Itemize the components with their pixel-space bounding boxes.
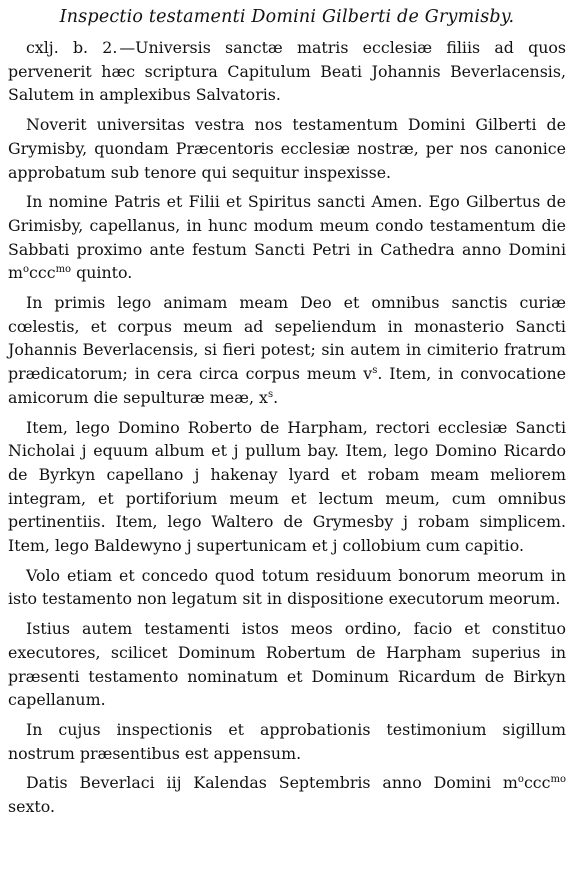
paragraph-text: In nomine Patris et Filii et Spiritus sancti Amen. Ego Gilbertus de Grimisby, capellanus, in hunc modum meum condo testamentum die Sabbati proximo ante festum Sancti Petri in Cathedra anno Domini m — [8, 192, 566, 283]
superscript: mo — [55, 264, 72, 276]
paragraph-text: sexto. — [8, 797, 55, 817]
superscript: o — [22, 264, 30, 276]
paragraph-legacies: Item, lego Domino Roberto de Harpham, rectori ecclesiæ Sancti Nicholai j equum album et j pullum bay. Item, lego Domino Ricardo de Byrkyn capellano j hakenay lyard et robam meam meliorem integram, et portiforium meum et lectum meum, cum omnibus pertinentiis. Item, lego Waltero de Grymesby j robam simplicem. Item, lego Baldewyno j supertunicam et j collobium cum capitio. — [8, 417, 566, 556]
paragraph-text: Datis Beverlaci iij Kalendas Septembris anno Domini m — [26, 773, 518, 793]
margin-reference: cxlj. b. 2. — [26, 38, 118, 57]
paragraph-text: . Item, in convocatione amicorum die sepulturæ meæ, x — [8, 364, 566, 407]
paragraph-text: ccc — [29, 263, 56, 283]
document-page — [8, 4, 566, 825]
paragraph-text: ccc — [523, 773, 551, 793]
paragraph-text: quinto. — [71, 263, 133, 283]
paragraph-text: . — [273, 387, 279, 407]
paragraph-noverit: Noverit universitas vestra nos testamentum Domini Gilberti de Grymisby, quondam Præcentoris ecclesiæ nostræ, per nos canonice approbatum sub tenore qui sequitur inspexisse. — [8, 115, 566, 182]
page-heading: Inspectio testamenti Domini Gilberti de Grymisby. — [59, 7, 515, 27]
superscript: o — [517, 774, 524, 786]
paragraph-text: —Universis sanctæ matris ecclesiæ filiis ad quos pervenerit hæc scriptura Capitulum Beati Johannis Beverlacensis, Salutem in amplexibus Salvatoris. — [8, 38, 566, 105]
paragraph-seal: In cujus inspectionis et approbationis testimonium sigillum nostrum præsentibus est appensum. — [8, 719, 566, 763]
paragraph-in-primis — [8, 291, 566, 410]
paragraph-in-nomine — [8, 190, 566, 285]
paragraph-executors: Istius autem testamenti istos meos ordino, facio et constituo executores, scilicet Dominum Robertum de Harpham superius in præsenti testamento nominatum et Dominum Ricardum de Birkyn capellanum. — [8, 619, 566, 710]
paragraph-address — [8, 36, 566, 107]
superscript: s — [267, 388, 274, 400]
superscript: s — [372, 365, 378, 377]
paragraph-date — [8, 771, 566, 818]
paragraph-residue: Volo etiam et concedo quod totum residuum bonorum meorum in isto testamento non legatum sit in dispositione executorum meorum. — [8, 565, 566, 609]
superscript: mo — [550, 774, 566, 786]
paragraph-text: In primis lego animam meam Deo et omnibus sanctis curiæ cœlestis, et corpus meum ad sepeliendum in monasterio Sancti Johannis Beverlacensis, si fieri potest; sin autem in cimiterio fratrum prædicatorum; in cera circa corpus meum v — [8, 293, 566, 384]
